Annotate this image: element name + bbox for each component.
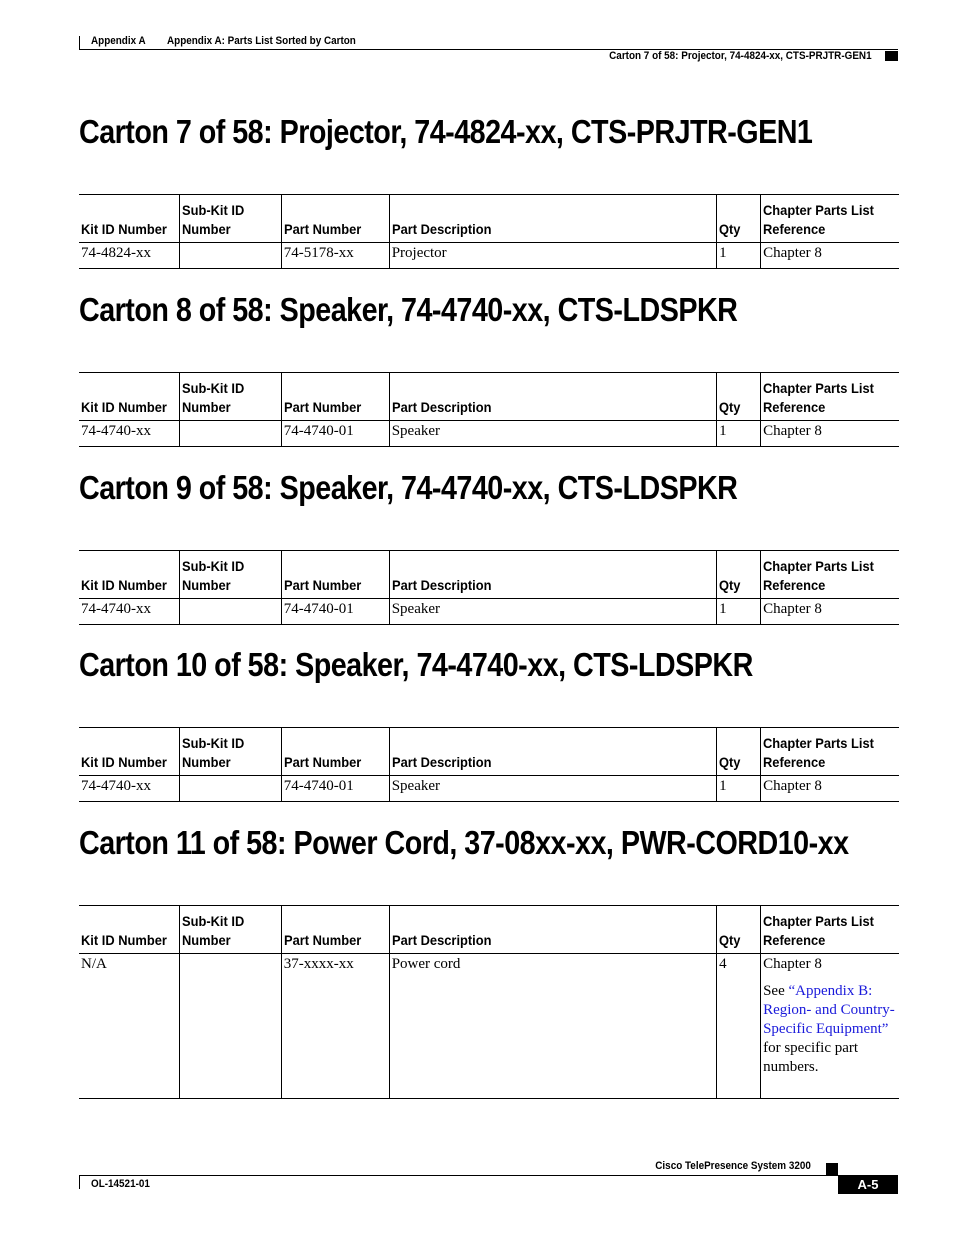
kit-id-cell: 74-4740-xx bbox=[81, 601, 151, 617]
column-header: Part Number bbox=[281, 551, 389, 599]
section-title: Carton 8 of 58: Speaker, 74-4740-xx, CTS-LDSPKR bbox=[79, 291, 738, 328]
carton-section bbox=[79, 823, 899, 1075]
column-header: Sub-Kit ID Number bbox=[179, 195, 281, 243]
column-header: Part Number bbox=[281, 373, 389, 421]
column-header: Chapter Parts List Reference bbox=[761, 195, 899, 243]
footer-rule-left bbox=[79, 1175, 80, 1189]
column-header: Part Number bbox=[281, 195, 389, 243]
footer-marker bbox=[826, 1163, 838, 1175]
part-number-cell: 74-4740-01 bbox=[281, 599, 389, 625]
footer-doc-number: OL-14521-01 bbox=[91, 1178, 150, 1190]
sub-kit-cell bbox=[179, 599, 281, 625]
column-header: Sub-Kit ID Number bbox=[179, 728, 281, 776]
table-header-row bbox=[79, 906, 899, 954]
header-rule-left bbox=[79, 36, 80, 50]
sub-kit-cell bbox=[179, 243, 281, 269]
header-appendix-title: Appendix A: Parts List Sorted by Carton bbox=[167, 35, 356, 47]
column-header: Part Description bbox=[389, 195, 716, 243]
carton-section bbox=[79, 468, 899, 617]
footer-page-number: A-5 bbox=[838, 1175, 898, 1194]
part-number-cell: 74-5178-xx bbox=[281, 243, 389, 269]
reference-text: Chapter 8 bbox=[763, 601, 822, 617]
section-title: Carton 9 of 58: Speaker, 74-4740-xx, CTS-LDSPKR bbox=[79, 469, 738, 506]
section-title: Carton 10 of 58: Speaker, 74-4740-xx, CTS-LDSPKR bbox=[79, 646, 753, 683]
note-suffix: for specific part numbers. bbox=[763, 1040, 859, 1075]
reference-cell bbox=[761, 954, 899, 1099]
part-number-cell: 74-4740-01 bbox=[281, 421, 389, 447]
qty-cell: 1 bbox=[717, 243, 761, 269]
column-header: Part Number bbox=[281, 906, 389, 954]
reference-cell bbox=[761, 421, 899, 447]
reference-cell bbox=[761, 599, 899, 625]
table-row bbox=[79, 421, 899, 447]
reference-cell bbox=[761, 243, 899, 269]
table-row bbox=[79, 599, 899, 625]
header-appendix-label: Appendix A bbox=[91, 35, 146, 47]
qty-cell: 1 bbox=[717, 776, 761, 802]
qty-cell: 1 bbox=[717, 599, 761, 625]
description-cell: Power cord bbox=[389, 954, 716, 1099]
qty-cell: 1 bbox=[717, 421, 761, 447]
column-header: Sub-Kit ID Number bbox=[179, 906, 281, 954]
column-header: Part Description bbox=[389, 373, 716, 421]
column-header: Part Description bbox=[389, 551, 716, 599]
column-header: Chapter Parts List Reference bbox=[761, 906, 899, 954]
table-row bbox=[79, 954, 899, 1099]
carton-section bbox=[79, 112, 899, 261]
reference-text: Chapter 8 bbox=[763, 423, 822, 439]
column-header: Qty bbox=[717, 373, 761, 421]
table-header-row bbox=[79, 373, 899, 421]
footer-product: Cisco TelePresence System 3200 bbox=[655, 1160, 811, 1172]
table-row bbox=[79, 243, 899, 269]
reference-text: Chapter 8 bbox=[763, 778, 822, 794]
column-header: Kit ID Number bbox=[81, 932, 167, 948]
table-header-row bbox=[79, 551, 899, 599]
sub-kit-cell bbox=[179, 776, 281, 802]
column-header: Part Description bbox=[389, 906, 716, 954]
column-header: Qty bbox=[717, 195, 761, 243]
parts-table bbox=[79, 727, 899, 802]
column-header: Kit ID Number bbox=[81, 221, 167, 237]
header-marker bbox=[885, 51, 898, 61]
description-cell: Speaker bbox=[389, 421, 716, 447]
kit-id-cell: 74-4740-xx bbox=[81, 778, 151, 794]
section-title: Carton 11 of 58: Power Cord, 37-08xx-xx, PWR-CORD10-xx bbox=[79, 824, 849, 861]
qty-cell: 4 bbox=[717, 954, 761, 1099]
part-number-cell: 74-4740-01 bbox=[281, 776, 389, 802]
description-cell: Projector bbox=[389, 243, 716, 269]
appendix-b-link[interactable]: “Appendix B: Region- and Country-Specific Equipment” bbox=[763, 983, 895, 1037]
column-header: Part Description bbox=[389, 728, 716, 776]
column-header: Chapter Parts List Reference bbox=[761, 728, 899, 776]
parts-table bbox=[79, 905, 899, 1099]
parts-table bbox=[79, 194, 899, 269]
column-header: Kit ID Number bbox=[81, 577, 167, 593]
header-section-ref: Carton 7 of 58: Projector, 74-4824-xx, CTS-PRJTR-GEN1 bbox=[609, 50, 872, 62]
column-header: Qty bbox=[717, 906, 761, 954]
reference-text: Chapter 8 bbox=[763, 956, 822, 972]
table-header-row bbox=[79, 728, 899, 776]
kit-id-cell: N/A bbox=[81, 956, 107, 972]
table-row bbox=[79, 776, 899, 802]
column-header: Sub-Kit ID Number bbox=[179, 551, 281, 599]
reference-cell bbox=[761, 776, 899, 802]
sub-kit-cell bbox=[179, 421, 281, 447]
column-header: Chapter Parts List Reference bbox=[761, 373, 899, 421]
parts-table bbox=[79, 372, 899, 447]
table-header-row bbox=[79, 195, 899, 243]
reference-text: Chapter 8 bbox=[763, 245, 822, 261]
carton-section bbox=[79, 645, 899, 794]
description-cell: Speaker bbox=[389, 776, 716, 802]
section-title: Carton 7 of 58: Projector, 74-4824-xx, CTS-PRJTR-GEN1 bbox=[79, 113, 813, 150]
column-header: Qty bbox=[717, 551, 761, 599]
column-header: Part Number bbox=[281, 728, 389, 776]
kit-id-cell: 74-4740-xx bbox=[81, 423, 151, 439]
note-prefix: See bbox=[763, 983, 789, 999]
column-header: Kit ID Number bbox=[81, 754, 167, 770]
sub-kit-cell bbox=[179, 954, 281, 1099]
reference-note bbox=[763, 982, 897, 1077]
column-header: Chapter Parts List Reference bbox=[761, 551, 899, 599]
column-header: Qty bbox=[717, 728, 761, 776]
column-header: Kit ID Number bbox=[81, 399, 167, 415]
kit-id-cell: 74-4824-xx bbox=[81, 245, 151, 261]
column-header: Sub-Kit ID Number bbox=[179, 373, 281, 421]
carton-section bbox=[79, 290, 899, 439]
footer-rule bbox=[79, 1175, 898, 1176]
part-number-cell: 37-xxxx-xx bbox=[281, 954, 389, 1099]
description-cell: Speaker bbox=[389, 599, 716, 625]
parts-table bbox=[79, 550, 899, 625]
